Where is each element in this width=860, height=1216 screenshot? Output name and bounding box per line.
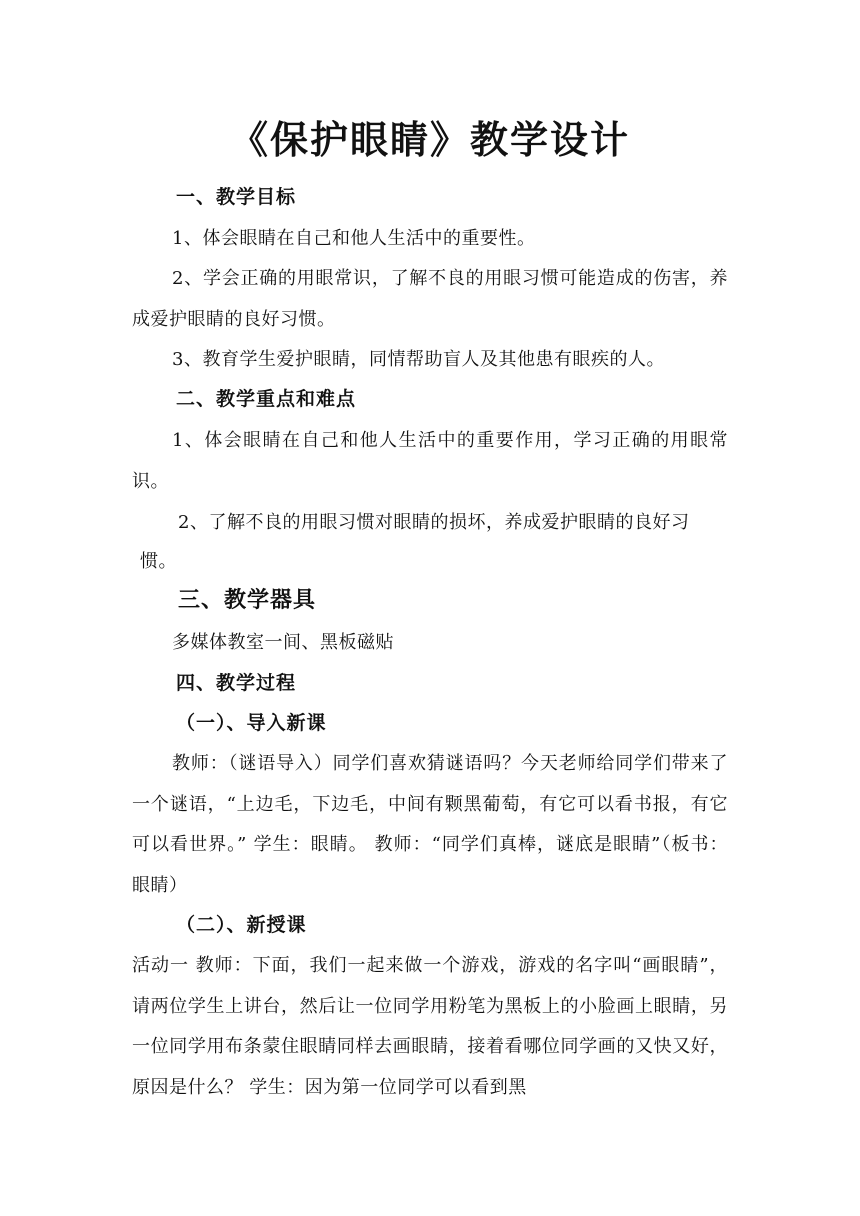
key-point-item-2-continued: 惯。 — [140, 551, 177, 572]
section-heading-key-points: 二、教学重点和难点 — [176, 388, 357, 410]
key-point-item-2: 2、了解不良的用眼习惯对眼睛的损坏，养成爱护眼睛的良好习 — [178, 512, 690, 533]
new-lesson-paragraph: 活动一 教师：下面，我们一起来做一个游戏，游戏的名字叫“画眼睛”， 请两位学生上讲台，然后让一位同学用粉笔为黑板上的小脸画上眼睛，另一位同学用布条蒙住眼睛同样去画眼睛，接着看哪位同学画的又快又好，原因是什么？ 学生：因为第一位同学可以看到黑 — [132, 955, 728, 1098]
section-heading-process: 四、教学过程 — [176, 672, 297, 694]
objective-item-3: 3、教育学生爱护眼睛，同情帮助盲人及其他患有眼疾的人。 — [172, 349, 665, 370]
key-point-item-1: 1、体会眼睛在自己和他人生活中的重要作用，学习正确的用眼常识。 — [132, 430, 728, 492]
intro-paragraph: 教师：（谜语导入）同学们喜欢猜谜语吗？今天老师给同学们带来了一个谜语，“上边毛，下边毛，中间有颗黑葡萄，有它可以看书报，有它可以看世界。” 学生：眼睛。 教师：“同学们真棒，谜底是眼睛”（板书：眼睛） — [132, 753, 728, 896]
section-heading-equipment: 三、教学器具 — [178, 588, 317, 613]
section-heading-objectives: 一、教学目标 — [176, 186, 297, 208]
equipment-text: 多媒体教室一间、黑板磁贴 — [172, 632, 394, 653]
subsection-heading-new-lesson: （二）、新授课 — [176, 914, 307, 936]
objective-item-1: 1、体会眼睛在自己和他人生活中的重要性。 — [172, 228, 536, 249]
objective-item-2: 2、学会正确的用眼常识，了解不良的用眼习惯可能造成的伤害，养成爱护眼睛的良好习惯。 — [132, 268, 728, 330]
subsection-heading-intro: （一）、导入新课 — [176, 712, 327, 734]
document-title: 《保护眼睛》教学设计 — [229, 118, 630, 162]
